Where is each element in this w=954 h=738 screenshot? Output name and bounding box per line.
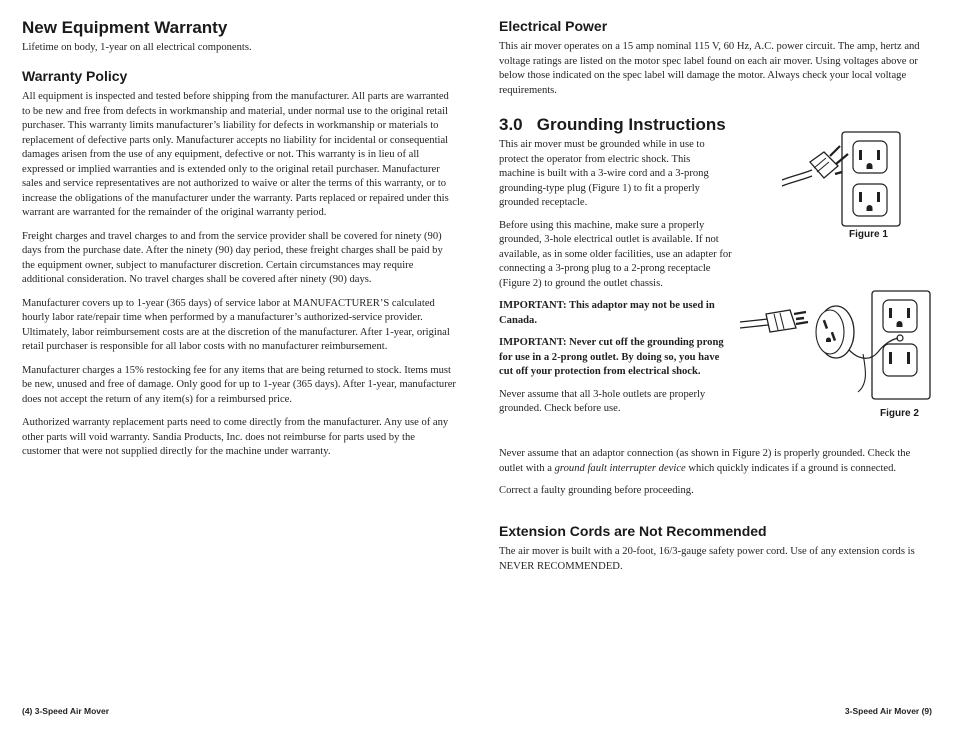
extension-cords-heading: Extension Cords are Not Recommended	[499, 523, 767, 539]
policy-paragraph: Manufacturer covers up to 1-year (365 days) of service labor at MANUFACTURER’S calculated hourly labor rate/repair time when performed by a manufacturer’s authorized-service provider. Ultimately, labor reimbursement costs are at the discretion of the manufacturer. After 1-year, original retail purchaser is responsible for all labor costs with no manufacturer reimbursement.	[22, 297, 450, 352]
right-footer: 3-Speed Air Mover (9)	[844, 706, 932, 716]
grounding-paragraph: Never assume that all 3-hole outlets are properly grounded. Check before use.	[499, 388, 706, 414]
important-grounding-note: IMPORTANT: Never cut off the grounding prong for use in a 2-prong outlet. By doing so, you have cut off your protection from electrical shock.	[499, 337, 724, 377]
policy-paragraph: Authorized warranty replacement parts need to come directly from the manufacturer. Any use of any other parts will void warranty. Sandia Products, Inc. does not reimburse for parts used by the customer that were not supplied directly for the machine under warranty.	[22, 417, 449, 457]
gfi-device-term: ground fault interrupter device	[554, 462, 686, 474]
grounding-paragraph: This air mover must be grounded while in use to protect the operator from electric shock. This machine is built with a 3-wire cord and a 3-prong grounding-type plug (Figure 1) to fit a properly grounded receptacle.	[499, 139, 709, 208]
figure-1-caption: Figure 1	[849, 229, 888, 240]
gfi-text-after: which quickly indicates if a ground is connected.	[685, 462, 897, 474]
important-canada-note: IMPORTANT: This adaptor may not be used in Canada.	[499, 300, 715, 326]
grounding-paragraph: Before using this machine, make sure a properly grounded, 3-hole electrical outlet is available. If not available, as in some older facilities, use an adapter for connecting a 3-prong plug to a 2-prong receptacle (Figure 2) to ground the outlet chassis.	[499, 219, 732, 289]
extension-cords-text: The air mover is built with a 20-foot, 16/3-gauge safety power cord. Use of any extension cords is NEVER RECOMMENDED.	[499, 546, 915, 572]
left-footer: (4) 3-Speed Air Mover	[22, 706, 110, 716]
figure-2-caption: Figure 2	[880, 408, 919, 419]
grounding-body	[499, 138, 739, 425]
figure-1-plug-outlet-illustration	[780, 128, 905, 230]
electrical-power-text: This air mover operates on a 15 amp nominal 115 V, 60 Hz, A.C. power circuit. The amp, hertz and voltage ratings are listed on the motor spec label found on each air mover. Using voltages above or below those indicated on the spec label will damage the motor. Always check your local voltage requirements.	[499, 41, 920, 96]
figure-2-adapter-illustration	[738, 288, 934, 406]
warranty-policy-body	[22, 90, 456, 468]
policy-paragraph: All equipment is inspected and tested before shipping from the manufacturer. All parts are warranted to be new and free from defects in workmanship and material, under normal use to the original retail purchaser. This warranty limits manufacturer’s liability for defects in workmanship or materials to replacement of defective parts only. Manufacturer accepts no liability for incidental or consequential damages arisen from the use of any equipment, defective or not. This warranty is in lieu of all expressed or implied warranties and is extended only to the original retail purchaser. Manufacturer sales and service representatives are not authorized to waive or alter the terms of this warranty, or to increase the obligations of the manufacturer under the warranty. Parts replaced or repaired under this warrant are warranted for the remainder of the original warranty period.	[22, 91, 449, 218]
electrical-power-heading: Electrical Power	[499, 18, 608, 34]
grounding-heading: 3.0 Grounding Instructions	[499, 115, 726, 134]
warranty-title: New Equipment Warranty	[22, 18, 228, 37]
policy-paragraph: Manufacturer charges a 15% restocking fee for any items that are being returned to stock. Items must be new, unused and free of damage. Only good for up to 1-year (365 days). After 1-year, manufacturer does not accept the return of any item(s) for a reimbursed price.	[22, 364, 456, 405]
grounding-paragraph: Correct a faulty grounding before proceeding.	[499, 485, 694, 496]
warranty-subtitle: Lifetime on body, 1-year on all electrical components.	[22, 42, 252, 53]
warranty-policy-heading: Warranty Policy	[22, 68, 128, 84]
policy-paragraph: Freight charges and travel charges to and from the service provider shall be covered for ninety (90) days from the purchase date. After the ninety (90) day period, these freight charges shall be paid by the equipment owner, subject to manufacturer discretion. Certain circumstances may require additional consideration. No travel charges shall be covered after ninety (90) days.	[22, 230, 443, 285]
gfi-text-before: Never assume that an adaptor connection (as shown in Figure 2) is properly grounded. Check the outlet with a	[499, 448, 911, 474]
grounding-body-lower	[499, 447, 935, 507]
grounding-paragraph	[499, 447, 935, 476]
